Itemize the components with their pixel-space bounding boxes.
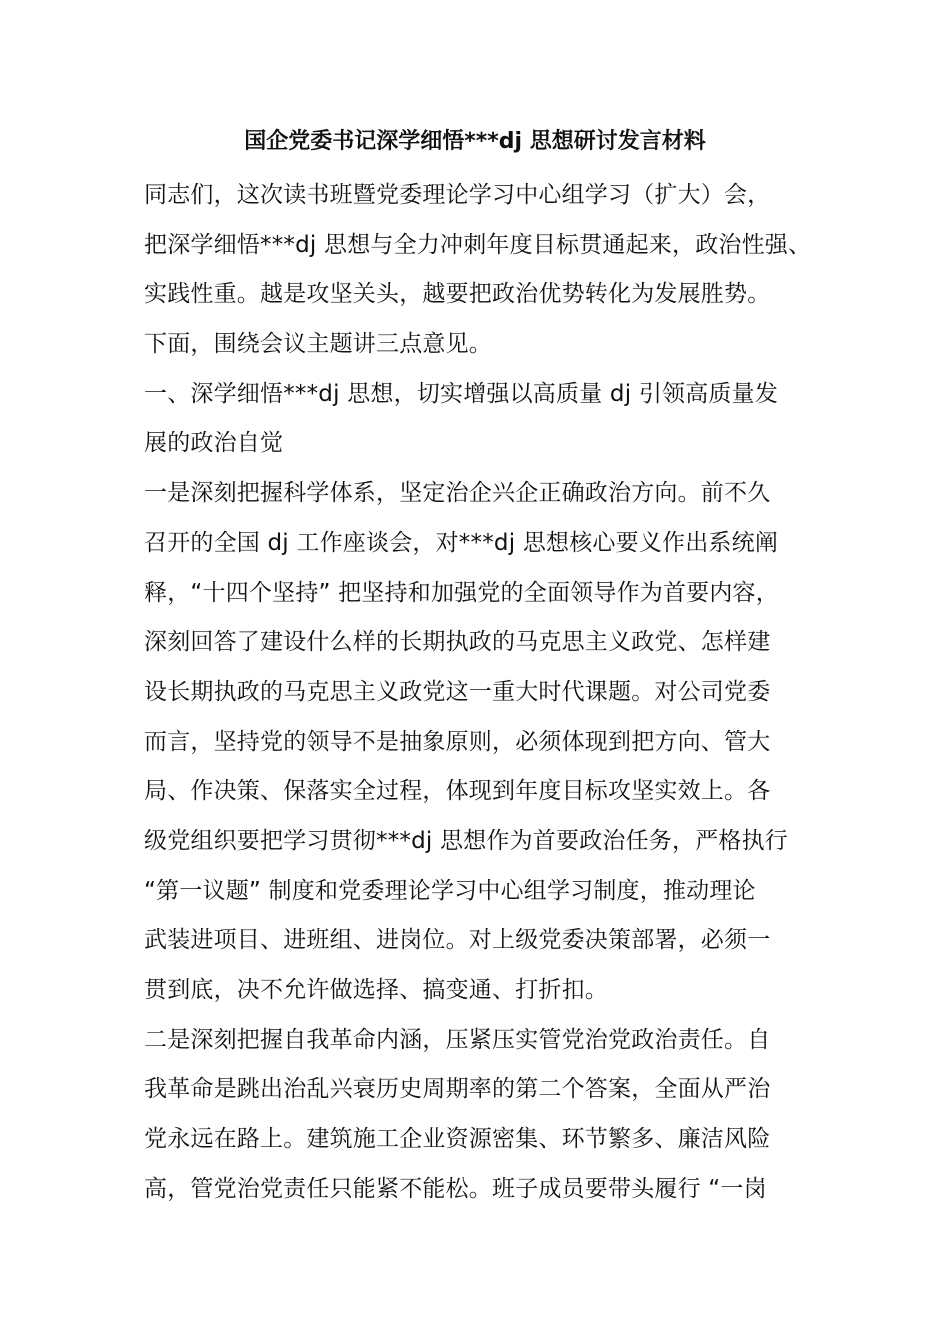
- body-line: 释，“十四个坚持” 把坚持和加强党的全面领导作为首要内容，: [144, 579, 779, 606]
- body-line: 高，管党治党责任只能紧不能松。班子成员要带头履行 “一岗: [144, 1175, 767, 1202]
- body-line: 实践性重。越是攻坚关头，越要把政治优势转化为发展胜势。: [144, 281, 771, 308]
- section-heading-line: 展的政治自觉: [144, 430, 284, 457]
- section-heading-line: 一、深学细悟***dj 思想，切实增强以高质量 dj 引领高质量发: [144, 380, 779, 407]
- body-line: 党永远在路上。建筑施工企业资源密集、环节繁多、廉洁风险: [144, 1126, 771, 1153]
- body-line: 同志们，这次读书班暨党委理论学习中心组学习（扩大）会，: [144, 182, 771, 208]
- body-line: 局、作决策、保落实全过程，体现到年度目标攻坚实效上。各: [144, 778, 771, 805]
- body-line: 武装进项目、进班组、进岗位。对上级党委决策部署，必须一: [144, 927, 771, 954]
- body-line: 贯到底，决不允许做选择、搞变通、打折扣。: [144, 977, 608, 1003]
- body-line: 一是深刻把握科学体系，坚定治企兴企正确政治方向。前不久: [144, 480, 771, 507]
- document-title: 国企党委书记深学细悟***dj 思想研讨发言材料: [244, 129, 706, 154]
- body-line: 把深学细悟***dj 思想与全力冲刺年度目标贯通起来，政治性强、: [144, 231, 812, 258]
- body-line: 设长期执政的马克思主义政党这一重大时代课题。对公司党委: [144, 678, 771, 705]
- body-line: 下面，围绕会议主题讲三点意见。: [144, 331, 492, 358]
- body-line: “第一议题” 制度和党委理论学习中心组学习制度，推动理论: [144, 877, 756, 904]
- body-line: 我革命是跳出治乱兴衰历史周期率的第二个答案，全面从严治: [144, 1076, 771, 1103]
- body-line: 深刻回答了建设什么样的长期执政的马克思主义政党、怎样建: [144, 629, 771, 656]
- body-line: 级党组织要把学习贯彻***dj 思想作为首要政治任务，严格执行: [144, 827, 789, 854]
- body-line: 二是深刻把握自我革命内涵，压紧压实管党治党政治责任。自: [144, 1026, 771, 1053]
- body-line: 召开的全国 dj 工作座谈会，对***dj 思想核心要义作出系统阐: [144, 529, 779, 556]
- document-body: [144, 171, 834, 1214]
- body-line: 而言，坚持党的领导不是抽象原则，必须体现到把方向、管大: [144, 728, 771, 755]
